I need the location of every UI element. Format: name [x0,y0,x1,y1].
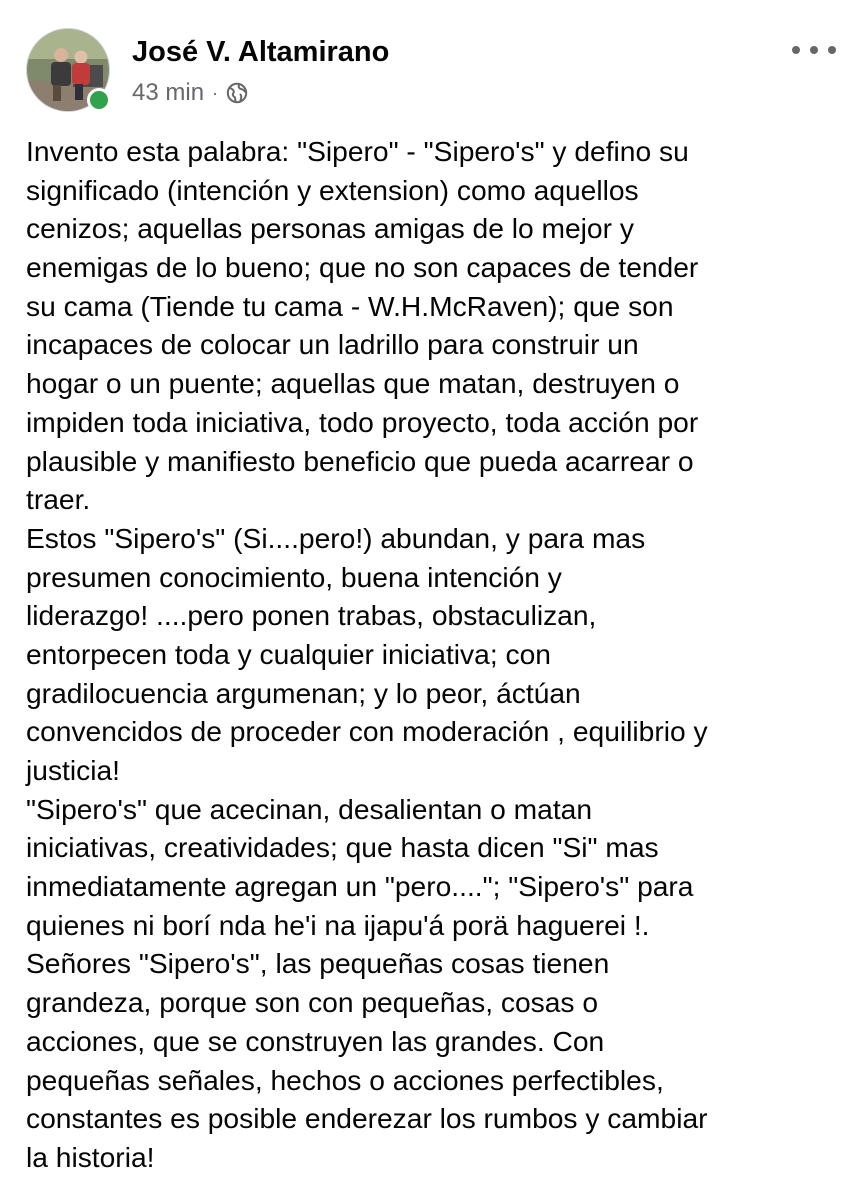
post-text-line: Estos "Sipero's" (Si....pero!) abundan, y para mas [26,521,646,554]
meta-separator: · [212,83,219,103]
online-status-indicator [87,88,111,112]
post-text-line: constantes es posible enderezar los rumbos y cambiar [26,1102,708,1135]
post-text-line: justicia! [26,754,120,786]
post-text-line: inmediatamente agregan un "pero...."; "Sipero's" para [26,870,694,903]
post-text-line: quienes ni borí nda he'i na ijapu'á porä haguerei !. [26,908,650,941]
post-text-line: entorpecen toda y cualquier iniciativa; con [26,637,551,670]
post-text-line: liderazgo! ....pero ponen trabas, obstaculizan, [26,599,597,632]
post-meta [132,78,248,108]
post-text-line: acciones, que se construyen las grandes. Con [26,1024,605,1057]
post-text-line: grandeza, porque son con pequeñas, cosas o [26,986,598,1019]
post-text-line: iniciativas, creatividades; que hasta dicen "Si" mas [26,831,659,864]
post-header [24,26,836,116]
post-text-line: la historia! [26,1140,155,1173]
post-text-line: pequeñas señales, hechos o acciones perfectibles, [26,1063,664,1096]
post-timestamp[interactable]: 43 min [132,79,205,106]
post-text-line: impiden toda iniciativa, todo proyecto, toda acción por [26,405,699,438]
post-text-line: convencidos de proceder con moderación , equilibrio y [26,715,708,748]
more-dot [792,46,800,54]
post-text-line: Señores "Sipero's", las pequeñas cosas tienen [26,947,610,980]
post-text-line: "Sipero's" que acecinan, desalientan o matan [26,792,593,825]
author-name[interactable]: José V. Altamirano [132,36,390,68]
post-text-line: Invento esta palabra: "Sipero" - "Sipero's" y defino su [26,135,689,167]
post-text-line: significado (intención y extension) como aquellos [26,173,639,206]
post-text-line: presumen conocimiento, buena intención y [26,560,562,593]
post-text [26,132,838,1177]
author-avatar[interactable] [24,26,112,114]
post-text-line: plausible y manifiesto beneficio que pueda acarrear o [26,444,694,477]
more-dot [810,46,818,54]
post-text-line: incapaces de colocar un ladrillo para construir un [26,328,639,361]
more-options-icon[interactable] [792,38,836,62]
more-dot [828,46,836,54]
post-text-line: hogar o un puente; aquellas que matan, destruyen o [26,367,680,400]
post-text-line: enemigas de lo bueno; que no son capaces de tender [26,251,699,284]
globe-icon[interactable] [226,82,248,104]
post-text-line: traer. [26,483,91,516]
post-text-line: cenizos; aquellas personas amigas de lo mejor y [26,212,634,245]
post-text-line: su cama (Tiende tu cama - W.H.McRaven); que son [26,289,674,322]
post-text-line: gradilocuencia argumenan; y lo peor, áctúan [26,676,581,709]
